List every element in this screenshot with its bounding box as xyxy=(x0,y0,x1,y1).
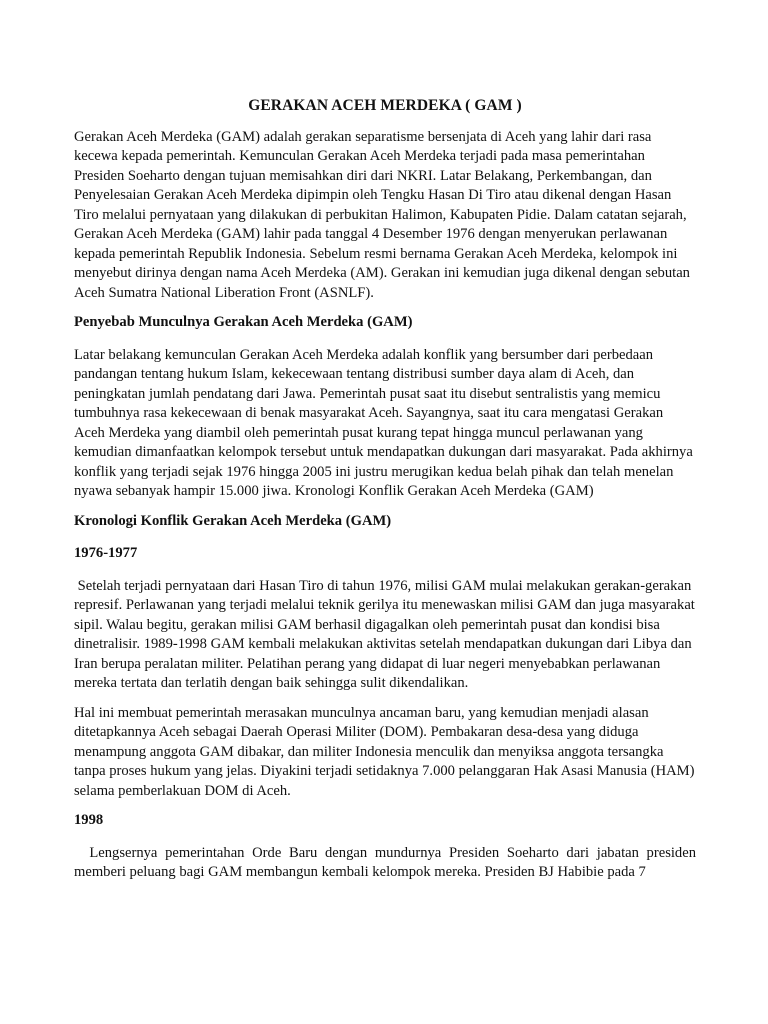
section-heading-kronologi: Kronologi Konflik Gerakan Aceh Merdeka (GAM) xyxy=(74,512,392,529)
subheading-1976-1977: 1976-1977 xyxy=(74,545,138,561)
intro-paragraph: Gerakan Aceh Merdeka (GAM) adalah gerakan separatisme bersenjata di Aceh yang lahir dari rasa kecewa kepada pemerintah. Kemunculan Gerakan Aceh Merdeka terjadi pada masa pemerintahan Presiden Soeharto dengan tujuan memisahkan diri dari NKRI. Latar Belakang, Perkembangan, dan Penyelesaian Gerakan Aceh Merdeka dipimpin oleh Tengku Hasan Di Tiro atau dikenal dengan Hasan Tiro melalui pernyataan yang dilakukan di perbukitan Halimon, Kabupaten Pidie. Dalam catatan sejarah, Gerakan Aceh Merdeka (GAM) lahir pada tanggal 4 Desember 1976 dengan menyerukan perlawanan kepada pemerintah Republik Indonesia. Sebelum resmi bernama Gerakan Aceh Merdeka, kelompok ini menyebut dirinya dengan nama Aceh Merdeka (AM). Gerakan ini kemudian juga dikenal dengan sebutan Aceh Sumatra National Liberation Front (ASNLF). xyxy=(74,128,690,301)
paragraph-1998: Lengsernya pemerintahan Orde Baru dengan mundurnya Presiden Soeharto dari jabatan presiden memberi peluang bagi GAM membangun kembali kelompok mereka. Presiden BJ Habibie pada 7 xyxy=(74,844,700,880)
document-title: GERAKAN ACEH MERDEKA ( GAM ) xyxy=(248,97,522,114)
section-heading-penyebab: Penyebab Munculnya Gerakan Aceh Merdeka (GAM) xyxy=(74,314,413,330)
paragraph-1976-1977: Setelah terjadi pernyataan dari Hasan Tiro di tahun 1976, milisi GAM mulai melakukan gerakan-gerakan represif. Perlawanan yang terjadi melalui teknik gerilya itu menewaskan milisi GAM dan juga masyarakat sipil. Walau begitu, gerakan milisi GAM berhasil digagalkan oleh pemerintah pusat dan kondisi bisa dinetralisir. 1989-1998 GAM kembali melakukan aktivitas setelah mendapatkan dukungan dari Libya dan Iran berupa peralatan militer. Pelatihan perang yang didapat di luar negeri menyebabkan perlawanan mereka tertata dan terlatih dengan baik sehingga sulit dikendalikan. xyxy=(74,577,699,691)
paragraph-dom: Hal ini membuat pemerintah merasakan munculnya ancaman baru, yang kemudian menjadi alasan ditetapkannya Aceh sebagai Daerah Operasi Militer (DOM). Pembakaran desa-desa yang diduga menampung anggota GAM dibakar, dan militer Indonesia menculik dan menyiksa anggota tersangka tanpa proses hukum yang jelas. Diyakini terjadi setidaknya 7.000 pelanggaran Hak Asasi Manusia (HAM) selama pemberlakuan DOM di Aceh. xyxy=(74,704,695,799)
document-page xyxy=(74,96,700,893)
subheading-1998: 1998 xyxy=(74,812,104,828)
penyebab-paragraph: Latar belakang kemunculan Gerakan Aceh Merdeka adalah konflik yang bersumber dari perbedaan pandangan tentang hukum Islam, kekecewaan tentang distribusi sumber daya alam di Aceh, dan peningkatan jumlah pendatang dari Jawa. Pemerintah pusat saat itu disebut sentralistis yang memicu tumbuhnya rasa kekecewaan di benak masyarakat Aceh. Sayangnya, saat itu cara mengatasi Gerakan Aceh Merdeka yang diambil oleh pemerintah pusat kurang tepat hingga muncul perlawanan yang kemudian dimanfaatkan kelompok tersebut untuk mendapatkan dukungan dari masyarakat. Pada akhirnya konflik yang terjadi sejak 1976 hingga 2005 ini justru merugikan kedua belah pihak dan telah menelan nyawa sebanyak hampir 15.000 jiwa. Kronologi Konflik Gerakan Aceh Merdeka (GAM) xyxy=(74,346,693,499)
